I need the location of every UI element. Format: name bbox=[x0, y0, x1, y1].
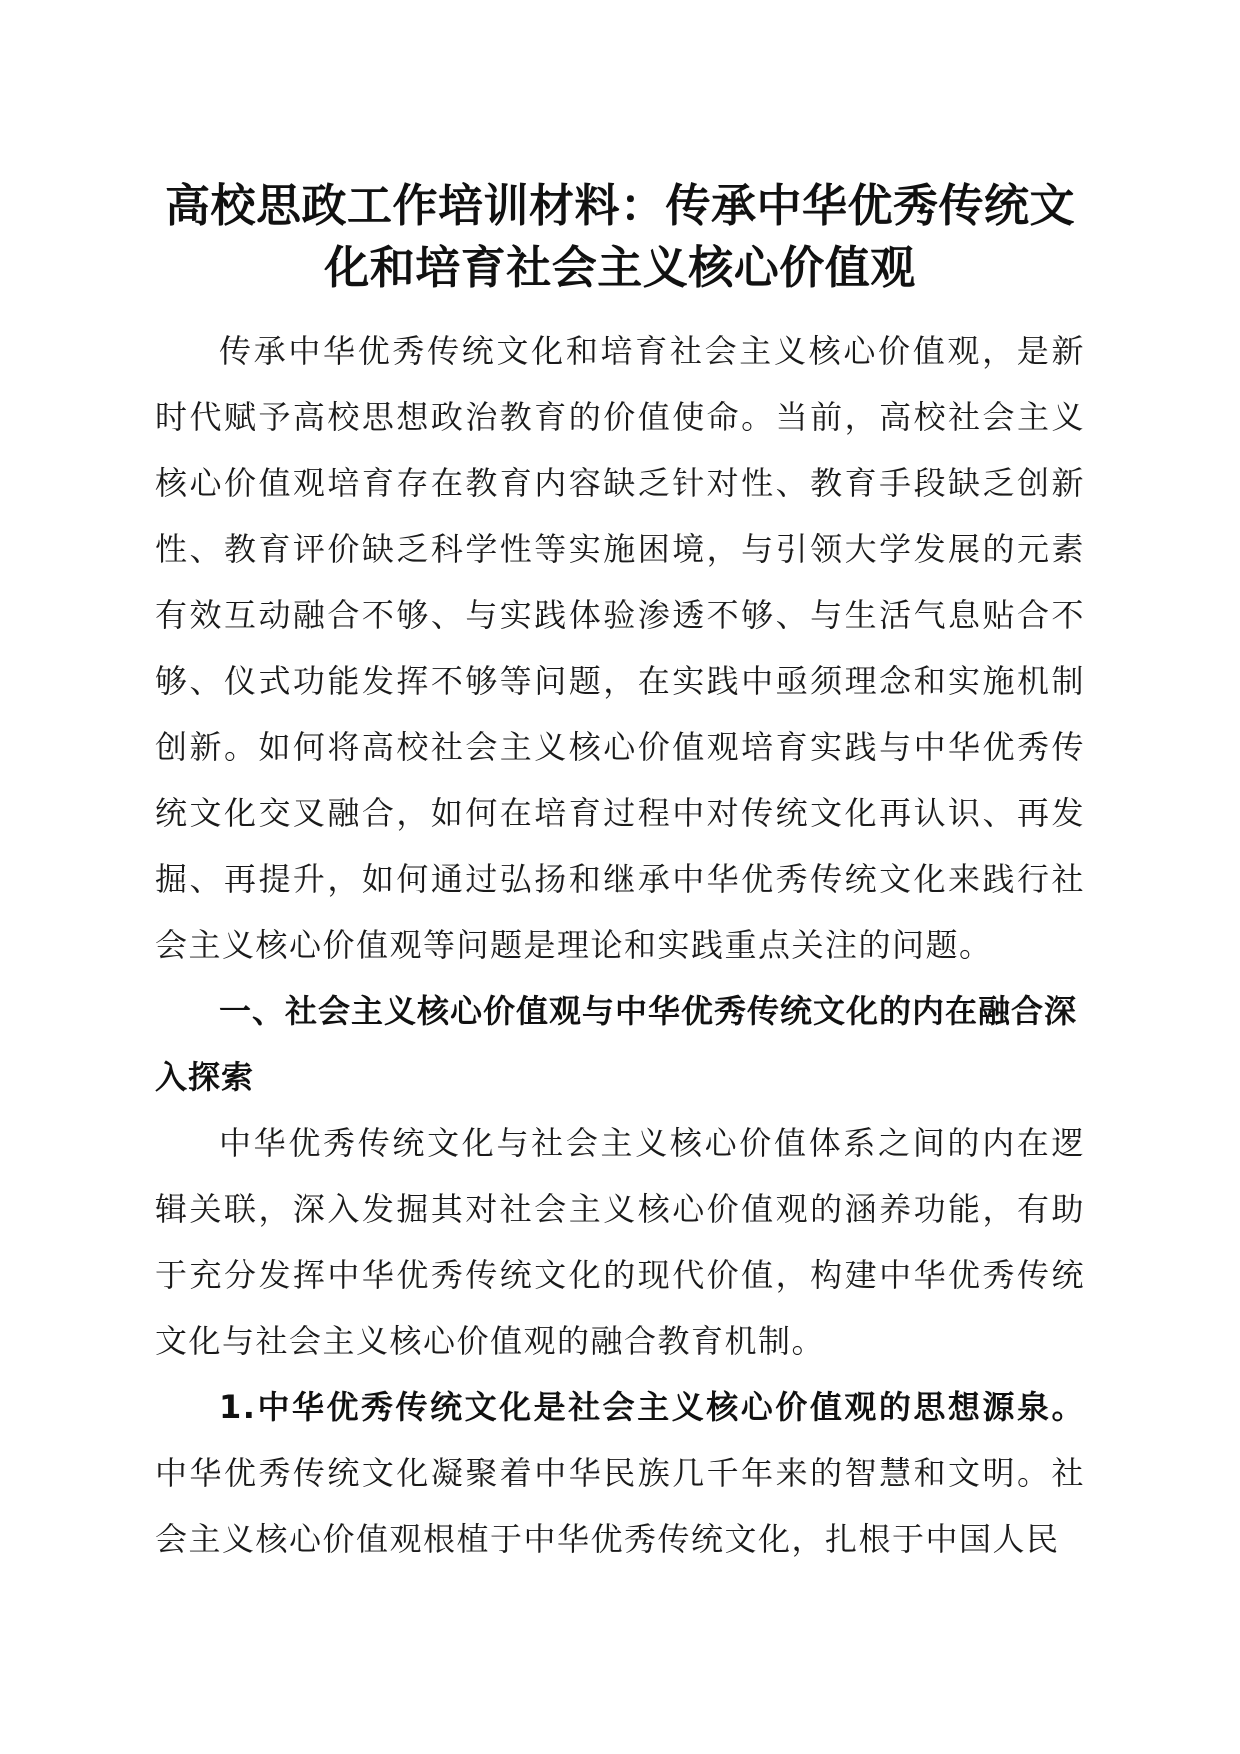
point-1-text: 中华优秀传统文化凝聚着中华民族几千年来的智慧和文明。社会主义核心价值观根植于中华优秀传统文化，扎根于中国人民 bbox=[155, 1454, 1085, 1558]
point-1-paragraph bbox=[155, 1374, 1085, 1572]
section-heading-1: 一、社会主义核心价值观与中华优秀传统文化的内在融合深入探索 bbox=[155, 992, 1078, 1096]
title-line-1: 高校思政工作培训材料：传承中华优秀传统文 bbox=[164, 179, 1075, 232]
section-1-paragraph: 中华优秀传统文化与社会主义核心价值体系之间的内在逻辑关联，深入发掘其对社会主义核心价值观的涵养功能，有助于充分发挥中华优秀传统文化的现代价值，构建中华优秀传统文化与社会主义核心价值观的融合教育机制。 bbox=[155, 1124, 1085, 1360]
intro-paragraph: 传承中华优秀传统文化和培育社会主义核心价值观，是新时代赋予高校思想政治教育的价值使命。当前，高校社会主义核心价值观培育存在教育内容缺乏针对性、教育手段缺乏创新性、教育评价缺乏科学性等实施困境，与引领大学发展的元素有效互动融合不够、与实践体验渗透不够、与生活气息贴合不够、仪式功能发挥不够等问题，在实践中亟须理念和实施机制创新。如何将高校社会主义核心价值观培育实践与中华优秀传统文化交叉融合，如何在培育过程中对传统文化再认识、再发掘、再提升，如何通过弘扬和继承中华优秀传统文化来践行社会主义核心价值观等问题是理论和实践重点关注的问题。 bbox=[155, 332, 1085, 964]
title-line-2: 化和培育社会主义核心价值观 bbox=[324, 241, 916, 294]
point-1-lead: 1.中华优秀传统文化是社会主义核心价值观的思想源泉。 bbox=[219, 1388, 1085, 1426]
document-body bbox=[155, 318, 1085, 1572]
document-title bbox=[140, 175, 1100, 299]
